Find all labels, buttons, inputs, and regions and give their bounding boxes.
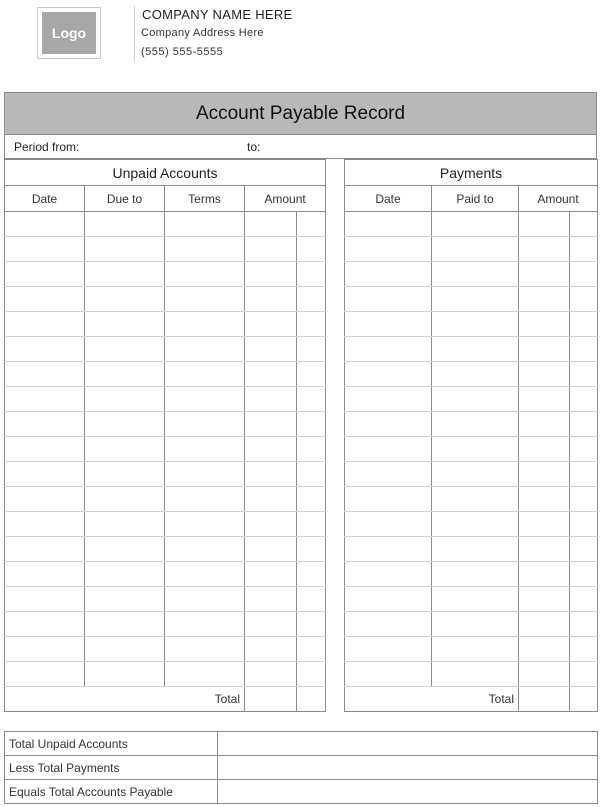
payments-cell[interactable]	[519, 237, 570, 262]
unpaid-cell[interactable]	[297, 512, 326, 537]
unpaid-total-cell[interactable]	[245, 687, 297, 712]
payments-total-cents-cell[interactable]	[570, 687, 598, 712]
unpaid-cell[interactable]	[165, 537, 245, 562]
payments-cell[interactable]	[432, 462, 519, 487]
payments-cell[interactable]	[519, 587, 570, 612]
unpaid-total-cents-cell[interactable]	[297, 687, 326, 712]
unpaid-cell[interactable]	[5, 262, 85, 287]
payments-cell[interactable]	[345, 637, 432, 662]
company-logo	[37, 7, 101, 59]
payments-cell[interactable]	[345, 412, 432, 437]
unpaid-cell[interactable]	[5, 487, 85, 512]
unpaid-cell[interactable]	[85, 412, 165, 437]
payments-cell[interactable]	[570, 437, 598, 462]
table-row	[5, 437, 326, 462]
unpaid-cell[interactable]	[165, 587, 245, 612]
unpaid-cell[interactable]	[297, 262, 326, 287]
unpaid-cell[interactable]	[85, 462, 165, 487]
payments-cell[interactable]	[570, 662, 598, 687]
payments-cell[interactable]	[570, 262, 598, 287]
unpaid-cell[interactable]	[165, 412, 245, 437]
table-row	[5, 412, 326, 437]
unpaid-cell[interactable]	[245, 387, 297, 412]
unpaid-cell[interactable]	[297, 212, 326, 237]
unpaid-cell[interactable]	[165, 512, 245, 537]
unpaid-cell[interactable]	[85, 287, 165, 312]
unpaid-cell[interactable]	[297, 412, 326, 437]
unpaid-cell[interactable]	[245, 287, 297, 312]
payments-cell[interactable]	[432, 562, 519, 587]
payments-cell[interactable]	[570, 387, 598, 412]
unpaid-cell[interactable]	[5, 662, 85, 687]
summary-total-unpaid-value[interactable]	[218, 732, 598, 756]
payments-cell[interactable]	[345, 512, 432, 537]
unpaid-cell[interactable]	[85, 487, 165, 512]
payments-cell[interactable]	[570, 512, 598, 537]
payments-cell[interactable]	[570, 212, 598, 237]
payments-cell[interactable]	[432, 487, 519, 512]
unpaid-cell[interactable]	[165, 362, 245, 387]
summary-equals-payable-value[interactable]	[218, 780, 598, 804]
company-phone: (555) 555-5555	[141, 46, 224, 58]
payments-cell[interactable]	[432, 262, 519, 287]
period-from-label: Period from:	[14, 140, 80, 154]
unpaid-cell[interactable]	[5, 237, 85, 262]
table-row	[5, 637, 326, 662]
payments-cell[interactable]	[519, 487, 570, 512]
unpaid-cell[interactable]	[297, 362, 326, 387]
unpaid-cell[interactable]	[165, 287, 245, 312]
table-row	[345, 512, 598, 537]
unpaid-cell[interactable]	[165, 387, 245, 412]
unpaid-cell[interactable]	[245, 412, 297, 437]
unpaid-cell[interactable]	[5, 637, 85, 662]
table-row	[5, 537, 326, 562]
unpaid-cell[interactable]	[165, 437, 245, 462]
table-row	[345, 462, 598, 487]
unpaid-cell[interactable]	[297, 587, 326, 612]
payments-cell[interactable]	[432, 662, 519, 687]
table-row	[345, 337, 598, 362]
table-row	[5, 362, 326, 387]
payments-cell[interactable]	[570, 612, 598, 637]
payments-cell[interactable]	[519, 212, 570, 237]
table-row	[345, 612, 598, 637]
unpaid-cell[interactable]	[5, 562, 85, 587]
payments-total-cell[interactable]	[519, 687, 570, 712]
logo-text: Logo	[42, 12, 96, 54]
column-header-amount: Amount	[519, 186, 598, 212]
unpaid-cell[interactable]	[85, 362, 165, 387]
unpaid-cell[interactable]	[297, 462, 326, 487]
unpaid-cell[interactable]	[165, 337, 245, 362]
header-divider	[134, 6, 135, 62]
payments-cell[interactable]	[519, 437, 570, 462]
payments-cell[interactable]	[345, 237, 432, 262]
table-row	[345, 437, 598, 462]
unpaid-cell[interactable]	[245, 212, 297, 237]
unpaid-cell[interactable]	[165, 487, 245, 512]
payments-cell[interactable]	[570, 362, 598, 387]
column-header-date: Date	[5, 186, 85, 212]
table-row	[5, 662, 326, 687]
payments-cell[interactable]	[519, 462, 570, 487]
unpaid-cell[interactable]	[85, 387, 165, 412]
unpaid-cell[interactable]	[245, 512, 297, 537]
unpaid-cell[interactable]	[5, 612, 85, 637]
column-header-terms: Terms	[165, 186, 245, 212]
payments-cell[interactable]	[345, 587, 432, 612]
unpaid-cell[interactable]	[245, 362, 297, 387]
unpaid-cell[interactable]	[5, 362, 85, 387]
unpaid-cell[interactable]	[297, 387, 326, 412]
payments-cell[interactable]	[519, 287, 570, 312]
table-row	[5, 262, 326, 287]
payments-cell[interactable]	[432, 412, 519, 437]
payments-cell[interactable]	[345, 437, 432, 462]
unpaid-cell[interactable]	[5, 462, 85, 487]
payments-table	[344, 159, 598, 712]
unpaid-accounts-table	[4, 159, 326, 712]
company-name: COMPANY NAME HERE	[142, 7, 293, 22]
unpaid-cell[interactable]	[85, 612, 165, 637]
unpaid-cell[interactable]	[245, 587, 297, 612]
unpaid-rows	[5, 212, 326, 687]
unpaid-cell[interactable]	[85, 237, 165, 262]
payments-cell[interactable]	[570, 587, 598, 612]
unpaid-cell[interactable]	[165, 312, 245, 337]
unpaid-cell[interactable]	[297, 562, 326, 587]
unpaid-cell[interactable]	[85, 512, 165, 537]
summary-total-unpaid-label: Total Unpaid Accounts	[5, 732, 218, 756]
unpaid-cell[interactable]	[5, 512, 85, 537]
unpaid-cell[interactable]	[297, 312, 326, 337]
unpaid-cell[interactable]	[297, 287, 326, 312]
payments-cell[interactable]	[570, 637, 598, 662]
unpaid-cell[interactable]	[245, 487, 297, 512]
unpaid-cell[interactable]	[5, 412, 85, 437]
column-header-amount: Amount	[245, 186, 326, 212]
payments-cell[interactable]	[432, 337, 519, 362]
table-row	[345, 262, 598, 287]
payments-total-label: Total	[345, 687, 519, 712]
payments-cell[interactable]	[570, 487, 598, 512]
payments-cell[interactable]	[570, 287, 598, 312]
summary-table	[4, 731, 598, 804]
unpaid-cell[interactable]	[297, 612, 326, 637]
unpaid-cell[interactable]	[165, 262, 245, 287]
unpaid-cell[interactable]	[85, 587, 165, 612]
unpaid-cell[interactable]	[5, 387, 85, 412]
unpaid-cell[interactable]	[85, 562, 165, 587]
unpaid-cell[interactable]	[165, 612, 245, 637]
payments-cell[interactable]	[345, 662, 432, 687]
unpaid-cell[interactable]	[85, 662, 165, 687]
payments-cell[interactable]	[519, 612, 570, 637]
period-to-label: to:	[247, 140, 261, 154]
payments-cell[interactable]	[345, 262, 432, 287]
summary-equals-payable-label: Equals Total Accounts Payable	[5, 780, 218, 804]
unpaid-cell[interactable]	[165, 562, 245, 587]
payments-cell[interactable]	[432, 537, 519, 562]
column-header-due-to: Due to	[85, 186, 165, 212]
payments-cell[interactable]	[345, 612, 432, 637]
column-header-paid-to: Paid to	[432, 186, 519, 212]
unpaid-cell[interactable]	[297, 662, 326, 687]
unpaid-cell[interactable]	[5, 287, 85, 312]
unpaid-cell[interactable]	[5, 587, 85, 612]
period-row	[4, 135, 597, 159]
payments-cell[interactable]	[519, 312, 570, 337]
payments-title: Payments	[345, 160, 598, 186]
payments-cell[interactable]	[432, 287, 519, 312]
table-row	[345, 412, 598, 437]
payments-cell[interactable]	[432, 362, 519, 387]
unpaid-cell[interactable]	[85, 437, 165, 462]
table-row	[5, 462, 326, 487]
summary-less-payments-value[interactable]	[218, 756, 598, 780]
payments-cell[interactable]	[570, 562, 598, 587]
unpaid-cell[interactable]	[5, 437, 85, 462]
unpaid-cell[interactable]	[5, 537, 85, 562]
payments-cell[interactable]	[570, 462, 598, 487]
unpaid-cell[interactable]	[297, 237, 326, 262]
table-row	[5, 337, 326, 362]
unpaid-cell[interactable]	[165, 462, 245, 487]
payments-cell[interactable]	[345, 462, 432, 487]
unpaid-total-label: Total	[5, 687, 245, 712]
unpaid-cell[interactable]	[165, 212, 245, 237]
payments-cell[interactable]	[345, 562, 432, 587]
unpaid-cell[interactable]	[165, 237, 245, 262]
table-row	[345, 387, 598, 412]
table-row	[345, 587, 598, 612]
payments-cell[interactable]	[345, 362, 432, 387]
table-row	[345, 662, 598, 687]
payments-cell[interactable]	[345, 387, 432, 412]
payments-cell[interactable]	[432, 387, 519, 412]
payments-cell[interactable]	[432, 612, 519, 637]
unpaid-cell[interactable]	[85, 637, 165, 662]
table-row	[5, 237, 326, 262]
payments-cell[interactable]	[519, 337, 570, 362]
payments-rows	[345, 212, 598, 687]
table-row	[5, 312, 326, 337]
unpaid-cell[interactable]	[165, 637, 245, 662]
summary-less-payments-label: Less Total Payments	[5, 756, 218, 780]
payments-cell[interactable]	[519, 412, 570, 437]
unpaid-cell[interactable]	[245, 462, 297, 487]
unpaid-cell[interactable]	[297, 487, 326, 512]
payments-cell[interactable]	[432, 437, 519, 462]
payments-cell[interactable]	[519, 512, 570, 537]
payments-cell[interactable]	[570, 237, 598, 262]
unpaid-cell[interactable]	[245, 662, 297, 687]
payments-cell[interactable]	[345, 537, 432, 562]
table-row	[5, 387, 326, 412]
table-row	[5, 612, 326, 637]
payments-cell[interactable]	[570, 412, 598, 437]
table-row	[345, 312, 598, 337]
payments-cell[interactable]	[432, 512, 519, 537]
unpaid-cell[interactable]	[245, 637, 297, 662]
payments-cell[interactable]	[432, 237, 519, 262]
payments-cell[interactable]	[519, 637, 570, 662]
column-header-date: Date	[345, 186, 432, 212]
unpaid-cell[interactable]	[85, 337, 165, 362]
table-row	[5, 212, 326, 237]
payments-cell[interactable]	[345, 212, 432, 237]
unpaid-cell[interactable]	[297, 337, 326, 362]
unpaid-cell[interactable]	[245, 312, 297, 337]
unpaid-cell[interactable]	[245, 612, 297, 637]
unpaid-cell[interactable]	[85, 212, 165, 237]
payments-cell[interactable]	[432, 587, 519, 612]
unpaid-cell[interactable]	[245, 337, 297, 362]
payments-cell[interactable]	[345, 337, 432, 362]
unpaid-cell[interactable]	[297, 537, 326, 562]
payments-cell[interactable]	[519, 362, 570, 387]
payments-cell[interactable]	[519, 662, 570, 687]
unpaid-cell[interactable]	[245, 237, 297, 262]
unpaid-cell[interactable]	[85, 537, 165, 562]
payments-cell[interactable]	[432, 637, 519, 662]
payments-cell[interactable]	[570, 537, 598, 562]
table-row	[5, 562, 326, 587]
table-row	[345, 287, 598, 312]
table-row	[345, 487, 598, 512]
table-row	[5, 512, 326, 537]
unpaid-cell[interactable]	[5, 312, 85, 337]
table-row	[345, 637, 598, 662]
unpaid-accounts-title: Unpaid Accounts	[5, 160, 326, 186]
unpaid-cell[interactable]	[5, 337, 85, 362]
unpaid-cell[interactable]	[245, 562, 297, 587]
unpaid-cell[interactable]	[245, 437, 297, 462]
page-title: Account Payable Record	[4, 92, 597, 135]
payments-cell[interactable]	[570, 312, 598, 337]
table-row	[5, 287, 326, 312]
payments-cell[interactable]	[519, 562, 570, 587]
payments-cell[interactable]	[432, 212, 519, 237]
payments-cell[interactable]	[519, 537, 570, 562]
payments-cell[interactable]	[345, 312, 432, 337]
unpaid-cell[interactable]	[245, 262, 297, 287]
unpaid-cell[interactable]	[85, 312, 165, 337]
table-row	[345, 237, 598, 262]
payments-cell[interactable]	[345, 487, 432, 512]
table-row	[345, 362, 598, 387]
unpaid-cell[interactable]	[5, 212, 85, 237]
table-row	[5, 587, 326, 612]
table-row	[345, 537, 598, 562]
unpaid-cell[interactable]	[245, 537, 297, 562]
payments-cell[interactable]	[345, 287, 432, 312]
payments-cell[interactable]	[432, 312, 519, 337]
payments-cell[interactable]	[519, 387, 570, 412]
table-row	[345, 562, 598, 587]
unpaid-cell[interactable]	[165, 662, 245, 687]
unpaid-cell[interactable]	[297, 637, 326, 662]
table-row	[345, 212, 598, 237]
unpaid-cell[interactable]	[85, 262, 165, 287]
payments-cell[interactable]	[519, 262, 570, 287]
company-address: Company Address Here	[141, 27, 264, 39]
table-row	[5, 487, 326, 512]
payments-cell[interactable]	[570, 337, 598, 362]
unpaid-cell[interactable]	[297, 437, 326, 462]
